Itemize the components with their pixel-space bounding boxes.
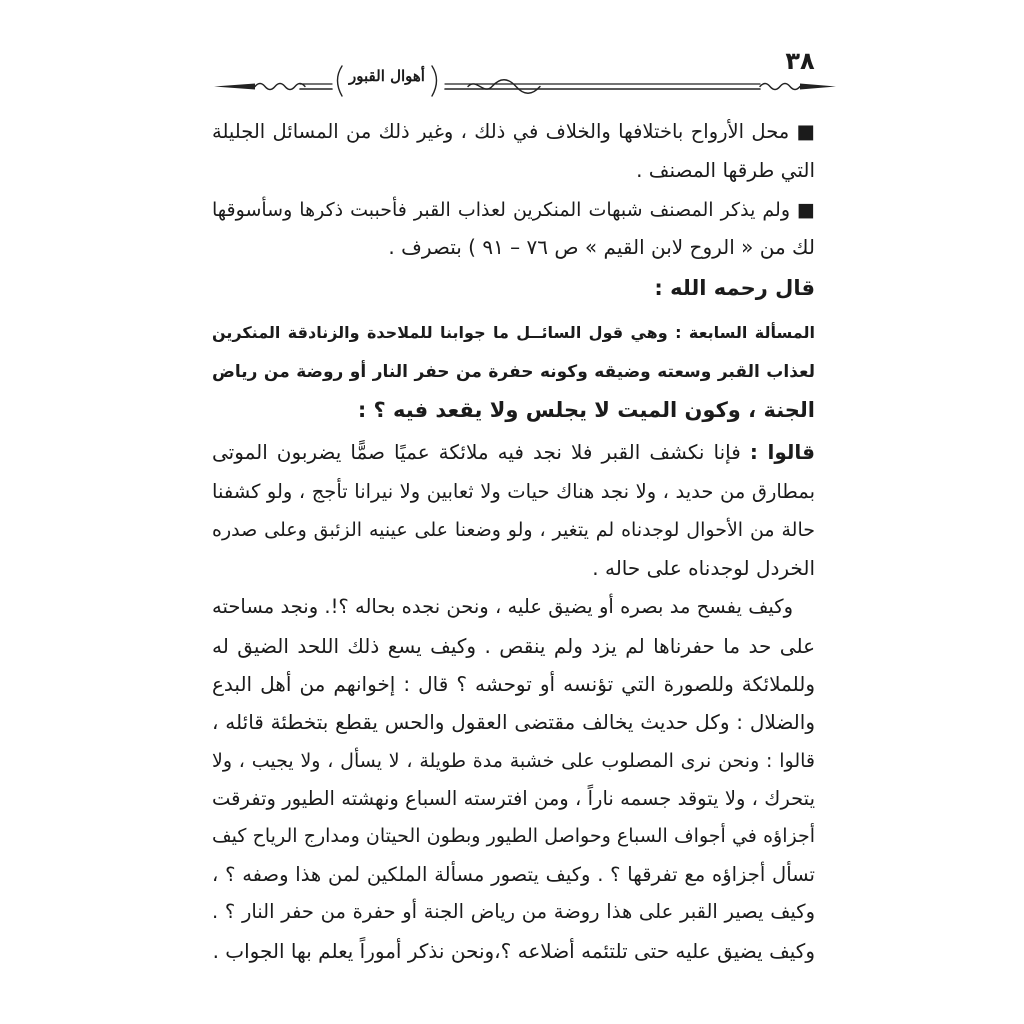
text-line: بمطارق من حديد ، ولا نجد هناك حيات ولا ثعابين ولا نيرانا تأجج ، ولو كشفنا [212,480,815,503]
text-line [212,433,815,471]
text-line-body: فإنا نكشف القبر فلا نجد فيه ملائكة عميًا صمًّا يضربون الموتى [212,440,741,464]
page-number: ٣٨ [785,47,815,75]
text-line: ■ محل الأرواح باختلافها والخلاف في ذلك ، وغير ذلك من المسائل الجليلة [212,120,815,143]
text-line: وكيف يصير القبر على هذا روضة من رياض الجنة أو حفرة من حفر النار ؟ . [212,900,815,923]
text-line: يتحرك ، ولا يتوقد جسمه ناراً ، ومن افترسته السباع ونهشته الطيور وتفرقت [212,787,815,810]
text-line: حالة من الأحوال لوجدناه لم يتغير ، ولو وضعنا على عينيه الزئبق وعلى صدره [212,519,815,541]
question-line: الجنة ، وكون الميت لا يجلس ولا يقعد فيه ؟ : [357,398,815,422]
text-line: التي طرقها المصنف . [636,158,815,182]
text-line: ■ ولم يذكر المصنف شبهات المنكرين لعذاب القبر فأحببت ذكرها وسأسوقها [212,199,815,221]
text-line: وكيف يضيق عليه حتى تلتئمه أضلاعه ؟،ونحن نذكر أموراً يعلم بها الجواب . [212,939,815,963]
text-line: لك من « الروح لابن القيم » ص ٧٦ – ٩١ ) بتصرف . [388,235,815,259]
question-line: المسألة السابعة : وهي قول السائــل ما جوابنا للملاحدة والزنادقة المنكرين [212,323,815,342]
text-line: قالوا : ونحن نرى المصلوب على خشبة مدة طويلة ، لا يسأل ، ولا يجيب ، ولا [212,750,815,772]
section-heading: قال رحمه الله : [654,276,815,300]
question-line: لعذاب القبر وسعته وضيقه وكونه حفرة من حفر النار أو روضة من رياض [212,362,815,382]
text-line: أجزاؤه في أجواف السباع وحواصل الطيور وبطون الحيتان ومدارج الرياح كيف [212,825,815,847]
text-line: وللملائكة وللصورة التي تؤنسه أو توحشه ؟ قال : إخوانهم من أهل البدع [212,672,815,696]
text-line: على حد ما حفرناها لم يزد ولم ينقص . وكيف يسع ذلك اللحد الضيق له [212,634,815,658]
speaker-lead: قالوا : [749,440,815,464]
text-line: تسأل أجزاؤه مع تفرقها ؟ . وكيف يتصور مسألة الملكين لمن هذا وصفه ؟ ، [212,863,815,886]
text-line: والضلال : وكل حديث يخالف مقتضى العقول والحس يقطع بتخطئة قائله ، [212,710,815,734]
text-line: الخردل لوجدناه على حاله . [592,556,815,580]
running-title: أهوال القبور [349,67,425,85]
text-line: وكيف يفسح مد بصره أو يضيق عليه ، ونحن نجده بحاله ؟!. ونجد مساحته [212,595,793,618]
